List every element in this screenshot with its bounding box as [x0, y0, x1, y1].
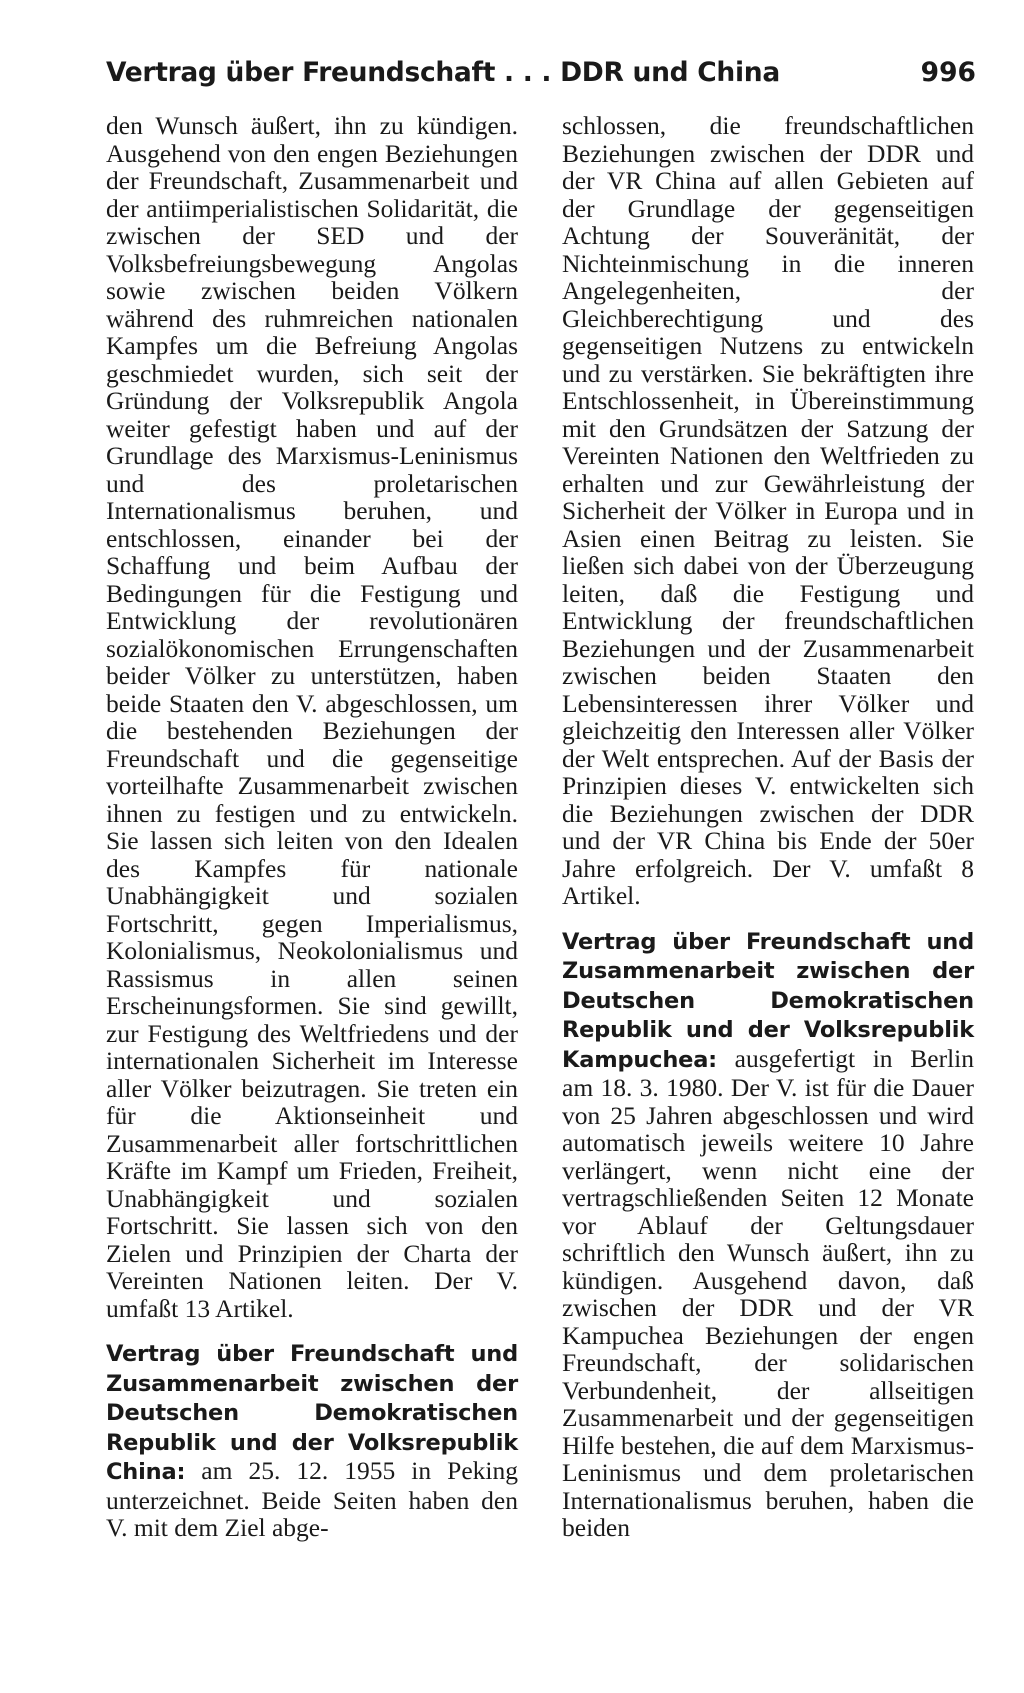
paragraph-angola-continued	[106, 112, 518, 1322]
entry-heading-kampuchea: Vertrag über Freundschaft und Zusammenarbeit zwischen der Deutschen Demokratischen Republik und der Volksrepublik Kampuchea:	[562, 928, 974, 1073]
entry-text-china-continued: schlossen, die freundschaftlichen Beziehungen zwischen der DDR und der VR China auf allen Gebieten auf der Grundlage der gegenseitigen Achtung der Souveränität, der Nichteinmischung in die inneren Angelegenheiten, der Gleichberechtigung und des gegenseitigen Nutzens zu entwickeln und zu verstärken. Sie bekräftigten ihre Entschlossenheit, in Übereinstimmung mit den Grundsätzen der Satzung der Vereinten Nationen den Weltfrieden zu erhalten und zur Gewährleistung der Sicherheit der Völker in Europa und in Asien einen Beitrag zu leisten. Sie ließen sich dabei von der Überzeugung leiten, daß die Festigung und Entwicklung der freundschaftlichen Beziehungen und der Zusammenarbeit zwischen beiden Staaten den Lebensinteressen ihrer Völker und gleichzeitig den Interessen aller Völker der Welt entsprechen. Auf der Basis der Prinzipien dieses V. entwickelten sich die Beziehungen zwischen der DDR und der VR China bis Ende der 50er Jahre erfolgreich. Der V. umfaßt 8 Artikel.	[562, 111, 974, 910]
running-header	[106, 53, 976, 93]
page-number: 996	[920, 57, 976, 88]
entry-treaty-china-continued	[562, 112, 974, 910]
left-column	[106, 112, 518, 1542]
entry-treaty-china	[106, 1339, 518, 1542]
running-title: Vertrag über Freundschaft . . . DDR und China	[106, 57, 780, 88]
entry-text-kampuchea: ausgefertigt in Berlin am 18. 3. 1980. Der V. ist für die Dauer von 25 Jahren abgeschlossen und wird automatisch jeweils weitere 10 Jahre verlängert, wenn nicht eine der vertragschließenden Seiten 12 Monate vor Ablauf der Geltungsdauer schriftlich den Wunsch äußert, ihn zu kündigen. Ausgehend davon, daß zwischen der DDR und der VR Kampuchea Beziehungen der engen Freundschaft, der solidarischen Verbundenheit, der allseitigen Zusammenarbeit und der gegenseitigen Hilfe bestehen, die auf dem Marxismus-Leninismus und dem proletarischen Internationalismus beruhen, haben die beiden	[562, 1043, 974, 1542]
entry-heading-china: Vertrag über Freundschaft und Zusammenarbeit zwischen der Deutschen Demokratischen Republik und der Volksrepublik China:	[106, 1341, 518, 1485]
paragraph-text: den Wunsch äußert, ihn zu kündigen. Ausgehend von den engen Beziehungen der Freundschaft, Zusammenarbeit und der antiimperialistischen Solidarität, die zwischen der SED und der Volksbefreiungsbewegung Angolas sowie zwischen beiden Völkern während des ruhmreichen nationalen Kampfes um die Befreiung Angolas geschmiedet wurden, sich seit der Gründung der Volksrepublik Angola weiter gefestigt haben und auf der Grundlage des Marxismus-Leninismus und des proletarischen Internationalismus beruhen, und entschlossen, einander bei der Schaffung und beim Aufbau der Bedingungen für die Festigung und Entwicklung der revolutionären sozialökonomischen Errungenschaften beider Völker zu unterstützen, haben beide Staaten den V. abgeschlossen, um die bestehenden Beziehungen der Freundschaft und die gegenseitige vorteilhafte Zusammenarbeit zwischen ihnen zu festigen und zu entwickeln. Sie lassen sich leiten von den Idealen des Kampfes für nationale Unabhängigkeit und sozialen Fortschritt, gegen Imperialismus, Kolonialismus, Neokolonialismus und Rassismus in allen seinen Erscheinungsformen. Sie sind gewillt, zur Festigung des Weltfriedens und der internationalen Sicherheit im Interesse aller Völker beizutragen. Sie treten ein für die Aktionseinheit und Zusammenarbeit aller fortschrittlichen Kräfte im Kampf um Frieden, Freiheit, Unabhängigkeit und sozialen Fortschritt. Sie lassen sich von den Zielen und Prinzipien der Charta der Vereinten Nationen leiten. Der V. umfaßt 13 Artikel.	[106, 111, 518, 1323]
entry-text-china: am 25. 12. 1955 in Peking unterzeichnet. Beide Seiten haben den V. mit dem Ziel abge-	[106, 1456, 518, 1542]
right-column	[562, 112, 974, 1542]
entry-treaty-kampuchea	[562, 927, 974, 1542]
